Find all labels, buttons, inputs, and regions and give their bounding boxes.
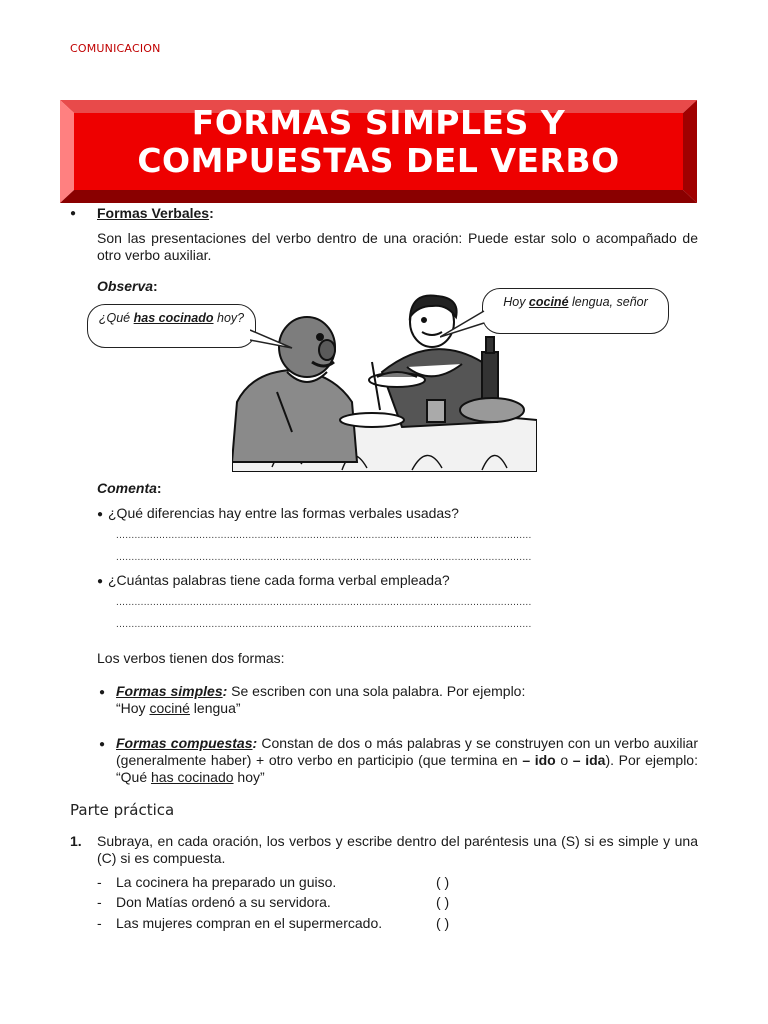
- bullet-icon: ●: [99, 687, 106, 698]
- section-title-parte-practica: Parte práctica: [70, 801, 175, 819]
- formas-verbales-heading: Formas Verbales:: [97, 205, 214, 221]
- answer-parenthesis[interactable]: ( ): [436, 874, 450, 890]
- dash-icon: -: [97, 874, 102, 890]
- answer-line: .......................................................................................................................................: [116, 552, 532, 563]
- bullet-icon: ●: [97, 509, 104, 520]
- speech-bubble-left-tail: [250, 326, 300, 356]
- dash-icon: -: [97, 915, 102, 931]
- bullet-icon: ●: [70, 208, 77, 219]
- verb-cocine: cociné: [528, 295, 569, 309]
- verb-has-cocinado: has cocinado: [133, 311, 214, 325]
- answer-parenthesis[interactable]: ( ): [436, 894, 450, 910]
- title-banner: [60, 100, 697, 203]
- exercise-number: 1.: [70, 833, 82, 849]
- formas-verbales-definition: Son las presentaciones del verbo dentro de una oración: Puede estar solo o acompañado de otro verbo auxiliar.: [97, 230, 698, 263]
- observa-label: Observa:: [97, 278, 158, 294]
- formas-compuestas-item: Formas compuestas: Constan de dos o más palabras y se construyen con un verbo auxiliar (generalmente haber) + otro verbo en participio (que termina en – ido o – ida). Por ejemplo: “Qué has cocinado hoy”: [116, 735, 699, 785]
- page-header: COMUNICACION: [70, 42, 161, 55]
- intro-formas: Los verbos tienen dos formas:: [97, 650, 285, 666]
- speech-bubble-right: Hoy cociné lengua, señor: [482, 288, 669, 334]
- answer-line: .......................................................................................................................................: [116, 597, 532, 608]
- banner-title: [60, 104, 697, 180]
- bullet-icon: ●: [97, 576, 104, 587]
- answer-line: .......................................................................................................................................: [116, 619, 532, 630]
- dash-icon: -: [97, 894, 102, 910]
- question-2: ¿Cuántas palabras tiene cada forma verbal empleada?: [108, 572, 450, 588]
- bullet-icon: ●: [99, 739, 106, 750]
- banner-title-line1: FORMAS SIMPLES Y: [191, 103, 566, 142]
- exercise-sentence: Las mujeres compran en el supermercado.: [116, 915, 383, 931]
- answer-parenthesis[interactable]: ( ): [436, 915, 450, 931]
- formas-simples-item: Formas simples: Se escriben con una sola palabra. Por ejemplo: “Hoy cociné lengua”: [116, 683, 526, 716]
- speech-bubble-left: ¿Qué has cocinado hoy?: [87, 304, 256, 348]
- exercise-sentence: La cocinera ha preparado un guiso.: [116, 874, 337, 890]
- question-1: ¿Qué diferencias hay entre las formas verbales usadas?: [108, 505, 459, 521]
- exercise-sentence: Don Matías ordenó a su servidora.: [116, 894, 331, 910]
- comenta-label: Comenta:: [97, 480, 162, 496]
- banner-title-line2: COMPUESTAS DEL VERBO: [137, 141, 620, 180]
- exercise-instruction: Subraya, en cada oración, los verbos y escribe dentro del paréntesis una (S) si es simple y una (C) si es compuesta.: [97, 833, 698, 866]
- speech-bubble-right-tail: [440, 305, 490, 345]
- answer-line: .......................................................................................................................................: [116, 530, 532, 541]
